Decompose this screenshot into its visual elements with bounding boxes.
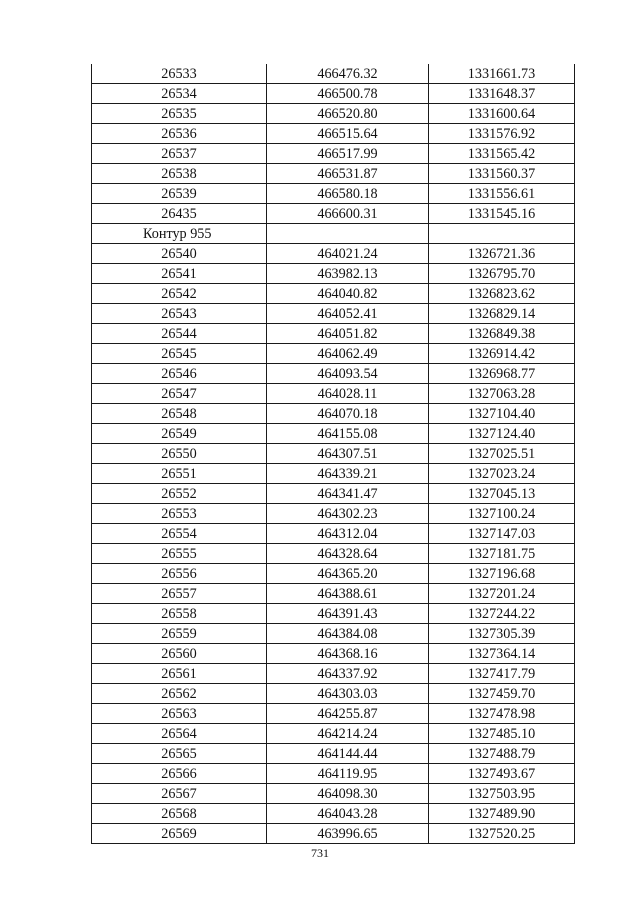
point-number-cell: 26535 xyxy=(92,104,267,124)
x-coordinate-cell: 464144.44 xyxy=(267,744,429,764)
table-row xyxy=(92,484,575,504)
x-coordinate-cell: 466531.87 xyxy=(267,164,429,184)
y-coordinate-cell: 1327489.90 xyxy=(429,804,575,824)
y-coordinate-cell: 1327196.68 xyxy=(429,564,575,584)
y-coordinate-cell: 1326849.38 xyxy=(429,324,575,344)
y-coordinate-cell: 1331576.92 xyxy=(429,124,575,144)
x-coordinate-cell: 464062.49 xyxy=(267,344,429,364)
point-number-cell: 26541 xyxy=(92,264,267,284)
table-row xyxy=(92,504,575,524)
x-coordinate-cell: 466600.31 xyxy=(267,204,429,224)
table-row xyxy=(92,564,575,584)
x-coordinate-cell: 464312.04 xyxy=(267,524,429,544)
x-coordinate-cell: 464052.41 xyxy=(267,304,429,324)
y-coordinate-cell: 1326914.42 xyxy=(429,344,575,364)
point-number-cell: 26536 xyxy=(92,124,267,144)
x-coordinate-cell: 464255.87 xyxy=(267,704,429,724)
y-coordinate-cell: 1327023.24 xyxy=(429,464,575,484)
y-coordinate-cell: 1327045.13 xyxy=(429,484,575,504)
point-number-cell: 26533 xyxy=(92,64,267,84)
table-row xyxy=(92,424,575,444)
y-coordinate-cell: 1326968.77 xyxy=(429,364,575,384)
point-number-cell: 26543 xyxy=(92,304,267,324)
table-row xyxy=(92,244,575,264)
table-row xyxy=(92,544,575,564)
y-coordinate-cell: 1327181.75 xyxy=(429,544,575,564)
point-number-cell: 26548 xyxy=(92,404,267,424)
y-coordinate-cell: 1327124.40 xyxy=(429,424,575,444)
table-row xyxy=(92,444,575,464)
table-row xyxy=(92,124,575,144)
x-coordinate-cell: 464051.82 xyxy=(267,324,429,344)
point-number-cell: 26551 xyxy=(92,464,267,484)
point-number-cell: 26564 xyxy=(92,724,267,744)
x-coordinate-cell: 464341.47 xyxy=(267,484,429,504)
x-coordinate-cell: 464028.11 xyxy=(267,384,429,404)
y-coordinate-cell: 1327503.95 xyxy=(429,784,575,804)
table-row xyxy=(92,304,575,324)
y-coordinate-cell: 1327201.24 xyxy=(429,584,575,604)
point-number-cell: 26554 xyxy=(92,524,267,544)
x-coordinate-cell: 464119.95 xyxy=(267,764,429,784)
x-coordinate-cell: 464040.82 xyxy=(267,284,429,304)
x-coordinate-cell: 464098.30 xyxy=(267,784,429,804)
point-number-cell: 26534 xyxy=(92,84,267,104)
table-row xyxy=(92,624,575,644)
y-coordinate-cell: 1327488.79 xyxy=(429,744,575,764)
empty-cell xyxy=(267,224,429,244)
x-coordinate-cell: 464302.23 xyxy=(267,504,429,524)
point-number-cell: 26562 xyxy=(92,684,267,704)
x-coordinate-cell: 464384.08 xyxy=(267,624,429,644)
y-coordinate-cell: 1326795.70 xyxy=(429,264,575,284)
x-coordinate-cell: 466476.32 xyxy=(267,64,429,84)
point-number-cell: 26537 xyxy=(92,144,267,164)
point-number-cell: 26568 xyxy=(92,804,267,824)
x-coordinate-cell: 464307.51 xyxy=(267,444,429,464)
x-coordinate-cell: 463996.65 xyxy=(267,824,429,844)
y-coordinate-cell: 1331565.42 xyxy=(429,144,575,164)
table-row xyxy=(92,264,575,284)
x-coordinate-cell: 464388.61 xyxy=(267,584,429,604)
point-number-cell: 26546 xyxy=(92,364,267,384)
point-number-cell: 26549 xyxy=(92,424,267,444)
x-coordinate-cell: 464093.54 xyxy=(267,364,429,384)
table-row xyxy=(92,764,575,784)
y-coordinate-cell: 1327478.98 xyxy=(429,704,575,724)
y-coordinate-cell: 1327520.25 xyxy=(429,824,575,844)
point-number-cell: 26540 xyxy=(92,244,267,264)
table-row xyxy=(92,324,575,344)
y-coordinate-cell: 1327104.40 xyxy=(429,404,575,424)
point-number-cell: 26566 xyxy=(92,764,267,784)
coordinates-table xyxy=(91,64,575,844)
y-coordinate-cell: 1331556.61 xyxy=(429,184,575,204)
table-row xyxy=(92,144,575,164)
y-coordinate-cell: 1326823.62 xyxy=(429,284,575,304)
y-coordinate-cell: 1326721.36 xyxy=(429,244,575,264)
x-coordinate-cell: 464043.28 xyxy=(267,804,429,824)
x-coordinate-cell: 464368.16 xyxy=(267,644,429,664)
point-number-cell: 26545 xyxy=(92,344,267,364)
contour-label: Контур 955 xyxy=(92,224,267,244)
x-coordinate-cell: 466580.18 xyxy=(267,184,429,204)
table-row xyxy=(92,784,575,804)
point-number-cell: 26559 xyxy=(92,624,267,644)
y-coordinate-cell: 1327459.70 xyxy=(429,684,575,704)
x-coordinate-cell: 464339.21 xyxy=(267,464,429,484)
y-coordinate-cell: 1327100.24 xyxy=(429,504,575,524)
x-coordinate-cell: 466520.80 xyxy=(267,104,429,124)
table-row xyxy=(92,364,575,384)
contour-header-row xyxy=(92,224,575,244)
table-row xyxy=(92,204,575,224)
point-number-cell: 26558 xyxy=(92,604,267,624)
y-coordinate-cell: 1327147.03 xyxy=(429,524,575,544)
point-number-cell: 26569 xyxy=(92,824,267,844)
page-number: 731 xyxy=(311,846,329,860)
table-row xyxy=(92,84,575,104)
x-coordinate-cell: 464303.03 xyxy=(267,684,429,704)
point-number-cell: 26557 xyxy=(92,584,267,604)
x-coordinate-cell: 466500.78 xyxy=(267,84,429,104)
y-coordinate-cell: 1327063.28 xyxy=(429,384,575,404)
point-number-cell: 26555 xyxy=(92,544,267,564)
point-number-cell: 26567 xyxy=(92,784,267,804)
y-coordinate-cell: 1331560.37 xyxy=(429,164,575,184)
table-row xyxy=(92,824,575,844)
point-number-cell: 26552 xyxy=(92,484,267,504)
coordinates-table-body xyxy=(92,64,575,844)
point-number-cell: 26435 xyxy=(92,204,267,224)
point-number-cell: 26561 xyxy=(92,664,267,684)
y-coordinate-cell: 1327364.14 xyxy=(429,644,575,664)
table-row xyxy=(92,104,575,124)
point-number-cell: 26547 xyxy=(92,384,267,404)
point-number-cell: 26542 xyxy=(92,284,267,304)
table-row xyxy=(92,684,575,704)
x-coordinate-cell: 464391.43 xyxy=(267,604,429,624)
table-row xyxy=(92,804,575,824)
table-row xyxy=(92,164,575,184)
point-number-cell: 26560 xyxy=(92,644,267,664)
point-number-cell: 26539 xyxy=(92,184,267,204)
x-coordinate-cell: 463982.13 xyxy=(267,264,429,284)
table-row xyxy=(92,724,575,744)
table-row xyxy=(92,664,575,684)
point-number-cell: 26544 xyxy=(92,324,267,344)
table-row xyxy=(92,344,575,364)
y-coordinate-cell: 1327485.10 xyxy=(429,724,575,744)
y-coordinate-cell: 1331648.37 xyxy=(429,84,575,104)
point-number-cell: 26565 xyxy=(92,744,267,764)
x-coordinate-cell: 464070.18 xyxy=(267,404,429,424)
table-row xyxy=(92,644,575,664)
table-row xyxy=(92,184,575,204)
x-coordinate-cell: 464337.92 xyxy=(267,664,429,684)
point-number-cell: 26538 xyxy=(92,164,267,184)
x-coordinate-cell: 464328.64 xyxy=(267,544,429,564)
table-row xyxy=(92,524,575,544)
empty-cell xyxy=(429,224,575,244)
point-number-cell: 26550 xyxy=(92,444,267,464)
point-number-cell: 26553 xyxy=(92,504,267,524)
table-row xyxy=(92,284,575,304)
table-row xyxy=(92,404,575,424)
y-coordinate-cell: 1327417.79 xyxy=(429,664,575,684)
x-coordinate-cell: 464021.24 xyxy=(267,244,429,264)
x-coordinate-cell: 464365.20 xyxy=(267,564,429,584)
x-coordinate-cell: 466515.64 xyxy=(267,124,429,144)
y-coordinate-cell: 1327025.51 xyxy=(429,444,575,464)
table-row xyxy=(92,64,575,84)
y-coordinate-cell: 1327493.67 xyxy=(429,764,575,784)
table-row xyxy=(92,604,575,624)
x-coordinate-cell: 464155.08 xyxy=(267,424,429,444)
x-coordinate-cell: 466517.99 xyxy=(267,144,429,164)
y-coordinate-cell: 1331545.16 xyxy=(429,204,575,224)
table-row xyxy=(92,744,575,764)
y-coordinate-cell: 1327244.22 xyxy=(429,604,575,624)
x-coordinate-cell: 464214.24 xyxy=(267,724,429,744)
table-row xyxy=(92,584,575,604)
table-row xyxy=(92,464,575,484)
table-row xyxy=(92,704,575,724)
point-number-cell: 26563 xyxy=(92,704,267,724)
y-coordinate-cell: 1331661.73 xyxy=(429,64,575,84)
table-row xyxy=(92,384,575,404)
point-number-cell: 26556 xyxy=(92,564,267,584)
y-coordinate-cell: 1331600.64 xyxy=(429,104,575,124)
y-coordinate-cell: 1327305.39 xyxy=(429,624,575,644)
y-coordinate-cell: 1326829.14 xyxy=(429,304,575,324)
